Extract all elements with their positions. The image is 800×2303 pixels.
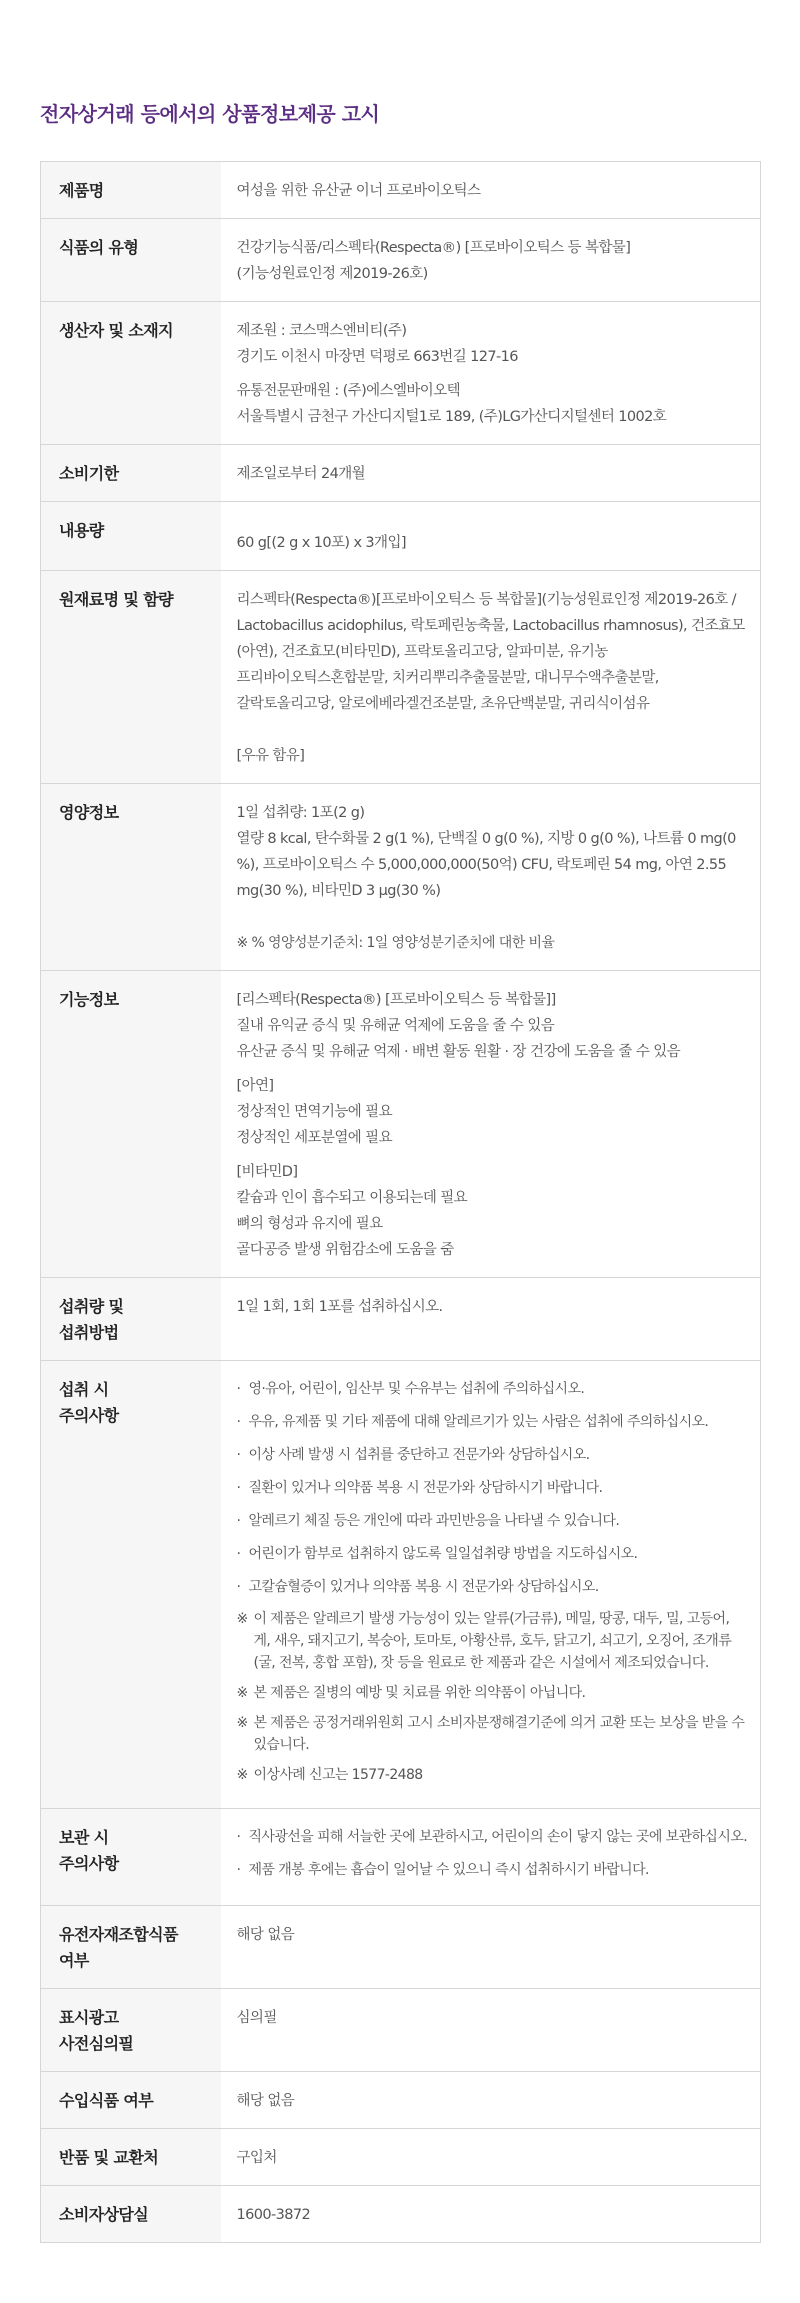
row-label: 식품의 유형 [41, 219, 221, 302]
distributor-address: 서울특별시 금천구 가산디지털1로 189, (주)LG가산디지털센터 1002호 [236, 409, 667, 425]
row-label: 소비기한 [41, 445, 221, 502]
row-label: 수입식품 여부 [41, 2072, 221, 2129]
list-item: · 제품 개봉 후에는 흡습이 일어날 수 있으니 즉시 섭취하시기 바랍니다. [237, 1858, 749, 1882]
row-label: 보관 시 주의사항 [41, 1809, 221, 1906]
row-consumer-center [41, 2186, 761, 2243]
row-value: 1일 1회, 1회 1포를 섭취하십시오. [221, 1278, 761, 1361]
row-value: 구입처 [221, 2129, 761, 2186]
function-line: 정상적인 세포분열에 필요 [236, 1130, 392, 1146]
row-value: 심의필 [221, 1989, 761, 2072]
row-label: 반품 및 교환처 [41, 2129, 221, 2186]
row-function [41, 971, 761, 1278]
row-value [221, 1361, 761, 1809]
row-value: 제조일로부터 24개월 [221, 445, 761, 502]
function-line: 질내 유익균 증식 및 유해균 억제에 도움을 줄 수 있음 [236, 1018, 555, 1034]
row-value [221, 219, 761, 302]
row-value: 해당 없음 [221, 2072, 761, 2129]
row-value [221, 1809, 761, 1906]
note-mark: ※ [236, 1767, 248, 1783]
row-expiry [41, 445, 761, 502]
distributor-name: 유통전문판매원 : (주)에스엘바이오텍 [236, 383, 461, 399]
list-item: · 직사광선을 피해 서늘한 곳에 보관하시고, 어린이의 손이 닿지 않는 곳에 보관하십시오. [237, 1825, 749, 1849]
nutrition-text: 열량 8 kcal, 탄수화물 2 g(1 %), 단백질 0 g(0 %), 지방 0 g(0 %), 나트륨 0 mg(0 %), 프로바이오틱스 수 5,000,000,000(50억) CFU, 락토페린 54 mg, 아연 2.55 mg(30 %), 비타민D 3 μg(30 %) [236, 831, 736, 899]
ingredients-text: 리스펙타(Respecta®)[프로바이오틱스 등 복합물](기능성원료인정 제2019-26호 / Lactobacillus acidophilus, 락토페린농축물, Lactobacillus rhamnosus), 건조효모(아연), 건조효모(비타민D), 프락토올리고당, 알파미분, 유기농 프리바이오틱스혼합분말, 치커리뿌리추출물분말, 대니무수액추출분말, 갈락토올리고당, 알로에베라겔건조분말, 초유단백분말, 귀리식이섬유 [236, 592, 745, 712]
row-label: 생산자 및 소재지 [41, 302, 221, 445]
row-value: 1600-3872 [221, 2186, 761, 2243]
row-caution [41, 1361, 761, 1809]
row-imported [41, 2072, 761, 2129]
function-heading: [아연] [236, 1078, 274, 1094]
note-item: ※ 이상사례 신고는 1577-2488 [237, 1764, 749, 1786]
note-mark: ※ [236, 1611, 248, 1627]
function-line: 뼈의 형성과 유지에 필요 [236, 1216, 383, 1232]
note-mark: ※ [236, 1715, 248, 1731]
row-label: 내용량 [41, 502, 221, 571]
function-heading: [비타민D] [236, 1164, 298, 1180]
function-line: 골다공증 발생 위험감소에 도움을 줌 [236, 1242, 454, 1258]
manufacturer-name: 제조원 : 코스맥스엔비티(주) [236, 323, 407, 339]
row-label: 제품명 [41, 162, 221, 219]
function-line: 유산균 증식 및 유해균 억제 · 배변 활동 원활 · 장 건강에 도움을 줄 수 있음 [236, 1044, 681, 1060]
list-item: · 알레르기 체질 등은 개인에 따라 과민반응을 나타낼 수 있습니다. [237, 1509, 749, 1533]
list-item: · 영·유아, 어린이, 임산부 및 수유부는 섭취에 주의하십시오. [237, 1377, 749, 1401]
row-storage [41, 1809, 761, 1906]
note-item: ※ 본 제품은 질병의 예방 및 치료를 위한 의약품이 아닙니다. [237, 1682, 749, 1704]
row-label: 섭취 시 주의사항 [41, 1361, 221, 1809]
content-amount: 60 g[(2 g x 10포) x 3개입] [236, 535, 406, 551]
row-label: 원재료명 및 함량 [41, 571, 221, 784]
nutrition-serving: 1일 섭취량: 1포(2 g) [236, 805, 365, 821]
food-type-line: 건강기능식품/리스펙타(Respecta®) [프로바이오틱스 등 복합물] [236, 240, 631, 256]
row-ad-review [41, 1989, 761, 2072]
row-value: 해당 없음 [221, 1906, 761, 1989]
list-item: · 이상 사례 발생 시 섭취를 중단하고 전문가와 상담하십시오. [237, 1443, 749, 1467]
row-food-type [41, 219, 761, 302]
row-nutrition [41, 784, 761, 971]
row-label: 영양정보 [41, 784, 221, 971]
row-value [221, 971, 761, 1278]
row-value [221, 784, 761, 971]
row-value [221, 571, 761, 784]
caution-list [237, 1377, 749, 1599]
note-mark: ※ [236, 1685, 248, 1701]
note-item: ※ 이 제품은 알레르기 발생 가능성이 있는 알류(가금류), 메밀, 땅콩, 대두, 밀, 고등어, 게, 새우, 돼지고기, 복숭아, 토마토, 아황산류, 호두, 닭고기, 쇠고기, 오징어, 조개류(굴, 전복, 홍합 포함), 잣 등을 원료로 한 제품과 같은 시설에서 제조되었습니다. [237, 1608, 749, 1674]
list-item: · 어린이가 함부로 섭취하지 않도록 일일섭취량 방법을 지도하십시오. [237, 1542, 749, 1566]
function-line: 정상적인 면역기능에 필요 [236, 1104, 392, 1120]
row-content [41, 502, 761, 571]
allergy-text: [우유 함유] [236, 748, 305, 764]
row-producer [41, 302, 761, 445]
row-gmo [41, 1906, 761, 1989]
product-info-table [40, 161, 761, 2243]
note-item: ※ 본 제품은 공정거래위원회 고시 소비자분쟁해결기준에 의거 교환 또는 보상을 받을 수 있습니다. [237, 1712, 749, 1756]
row-value: 여성을 위한 유산균 이너 프로바이오틱스 [221, 162, 761, 219]
function-heading: [리스펙타(Respecta®) [프로바이오틱스 등 복합물]] [236, 992, 556, 1008]
manufacturer-address: 경기도 이천시 마장면 덕평로 663번길 127-16 [236, 349, 518, 365]
storage-list [237, 1825, 749, 1882]
nutrition-note: ※ % 영양성분기준치: 1일 영양성분기준치에 대한 비율 [236, 935, 555, 951]
row-label: 섭취량 및 섭취방법 [41, 1278, 221, 1361]
row-value [221, 302, 761, 445]
list-item: · 질환이 있거나 의약품 복용 시 전문가와 상담하시기 바랍니다. [237, 1476, 749, 1500]
row-intake [41, 1278, 761, 1361]
row-label: 소비자상담실 [41, 2186, 221, 2243]
row-product-name [41, 162, 761, 219]
page-title: 전자상거래 등에서의 상품정보제공 고시 [40, 102, 380, 126]
row-label: 기능정보 [41, 971, 221, 1278]
row-value [221, 502, 761, 571]
food-type-line: (기능성원료인정 제2019-26호) [236, 266, 428, 282]
list-item: · 고칼슘혈증이 있거나 의약품 복용 시 전문가와 상담하십시오. [237, 1575, 749, 1599]
row-label: 유전자재조합식품 여부 [41, 1906, 221, 1989]
row-returns [41, 2129, 761, 2186]
row-label: 표시광고 사전심의필 [41, 1989, 221, 2072]
list-item: · 우유, 유제품 및 기타 제품에 대해 알레르기가 있는 사람은 섭취에 주의하십시오. [237, 1410, 749, 1434]
function-line: 칼슘과 인이 흡수되고 이용되는데 필요 [236, 1190, 468, 1206]
caution-notes [237, 1608, 749, 1786]
row-ingredients [41, 571, 761, 784]
